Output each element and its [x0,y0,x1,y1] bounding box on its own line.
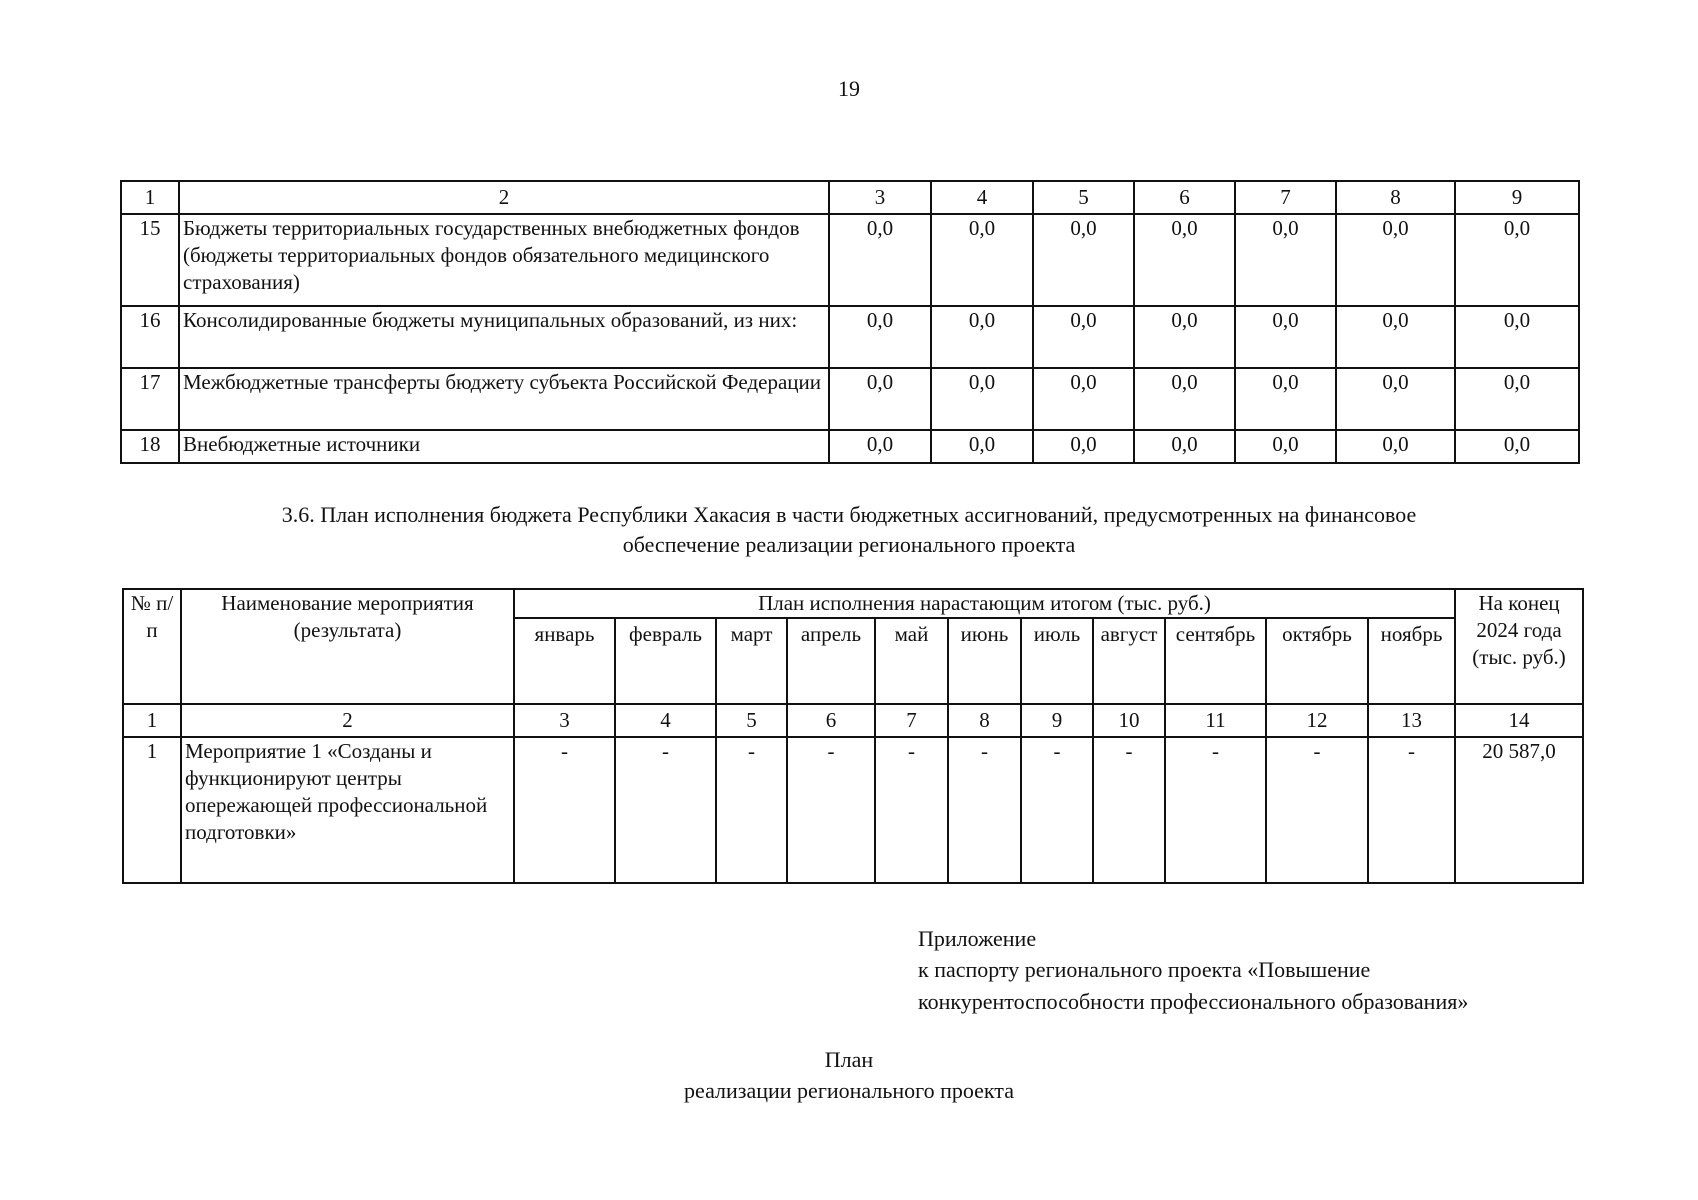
page-number: 19 [838,76,860,101]
table-row [123,737,1583,883]
row-name: Консолидированные бюджеты муниципальных образований, из них: [179,306,829,368]
header-cell: 3 [829,181,931,214]
header-end-of-year: На конец 2024 года (тыс. руб.) [1455,589,1583,704]
row-value: - [514,737,615,883]
appendix-note [918,923,1468,1017]
table-header-row [121,181,1579,214]
index-cell: 3 [514,704,615,737]
header-cell: 7 [1235,181,1336,214]
row-value: - [1266,737,1368,883]
month-header: август [1093,618,1165,704]
row-value: - [875,737,948,883]
row-value: 0,0 [931,306,1033,368]
index-cell: 11 [1165,704,1266,737]
index-cell: 9 [1021,704,1093,737]
row-value: 0,0 [931,214,1033,306]
row-value: 0,0 [1336,368,1455,430]
row-value: - [716,737,787,883]
index-cell: 10 [1093,704,1165,737]
header-cell: 1 [121,181,179,214]
budget-execution-plan-table [122,588,1584,884]
row-name: Внебюджетные источники [179,430,829,463]
row-value: 0,0 [1134,430,1235,463]
row-value: 0,0 [1455,214,1579,306]
header-name: Наименование мероприятия (результата) [181,589,514,704]
header-cell: 9 [1455,181,1579,214]
row-value: 0,0 [1455,430,1579,463]
month-header: март [716,618,787,704]
index-row [123,704,1583,737]
table-row [121,430,1579,463]
table-row [121,306,1579,368]
row-value: - [787,737,875,883]
table-row [121,368,1579,430]
month-header: ноябрь [1368,618,1455,704]
table-row [121,214,1579,306]
month-header: апрель [787,618,875,704]
index-cell: 7 [875,704,948,737]
month-header: февраль [615,618,716,704]
index-cell: 1 [123,704,181,737]
row-value: 0,0 [931,430,1033,463]
row-value: - [948,737,1021,883]
header-num: № п/п [123,589,181,704]
row-value: 0,0 [1033,306,1134,368]
row-value: 0,0 [829,214,931,306]
row-value: 0,0 [1235,214,1336,306]
index-cell: 5 [716,704,787,737]
header-cell: 2 [179,181,829,214]
section-heading-line1: 3.6. План исполнения бюджета Республики Хакасия в части бюджетных ассигнований, предусмотренных на финансовое [281,502,1417,527]
index-cell: 6 [787,704,875,737]
row-name: Мероприятие 1 «Созданы и функционируют центры опережающей профессиональной подготовки» [181,737,514,883]
row-value: 0,0 [1134,368,1235,430]
row-value: 0,0 [1455,306,1579,368]
row-value: 0,0 [1336,430,1455,463]
index-cell: 12 [1266,704,1368,737]
section-heading [120,500,1578,559]
row-value: 0,0 [1134,306,1235,368]
row-name: Межбюджетные трансферты бюджету субъекта Российской Федерации [179,368,829,430]
row-value: - [1021,737,1093,883]
row-value: - [615,737,716,883]
month-header: январь [514,618,615,704]
index-cell: 14 [1455,704,1583,737]
header-cell: 4 [931,181,1033,214]
row-value: 0,0 [1455,368,1579,430]
row-value: 0,0 [1134,214,1235,306]
plan-title-line1: План [824,1047,874,1072]
row-value: 0,0 [1336,214,1455,306]
month-header: июль [1021,618,1093,704]
index-cell: 2 [181,704,514,737]
index-cell: 8 [948,704,1021,737]
month-header: сентябрь [1165,618,1266,704]
row-value: - [1368,737,1455,883]
section-heading-line2: обеспечение реализации регионального проекта [622,531,1076,557]
index-cell: 4 [615,704,716,737]
budget-sources-table [120,180,1580,464]
row-value: 0,0 [1033,430,1134,463]
month-header: октябрь [1266,618,1368,704]
month-header: июнь [948,618,1021,704]
plan-title [0,1044,1698,1107]
row-number: 15 [121,214,179,306]
row-value: - [1165,737,1266,883]
plan-title-line2: реализации регионального проекта [684,1078,1014,1104]
row-value: 0,0 [1235,430,1336,463]
row-value: 0,0 [1033,368,1134,430]
row-value: 0,0 [829,430,931,463]
row-number: 18 [121,430,179,463]
appendix-line2: к паспорту регионального проекта «Повышение [918,957,1371,983]
row-value: 0,0 [1033,214,1134,306]
row-value: - [1093,737,1165,883]
header-cell: 8 [1336,181,1455,214]
appendix-line3: конкурентоспособности профессионального образования» [918,988,1469,1014]
header-cell: 5 [1033,181,1134,214]
appendix-line1: Приложение [918,926,1037,951]
row-value: 0,0 [1235,306,1336,368]
row-total: 20 587,0 [1455,737,1583,883]
row-number: 16 [121,306,179,368]
month-header: май [875,618,948,704]
row-value: 0,0 [1235,368,1336,430]
row-value: 0,0 [829,368,931,430]
row-value: 0,0 [1336,306,1455,368]
row-value: 0,0 [931,368,1033,430]
header-plan: План исполнения нарастающим итогом (тыс. руб.) [514,589,1455,618]
row-number: 1 [123,737,181,883]
row-number: 17 [121,368,179,430]
row-value: 0,0 [829,306,931,368]
header-cell: 6 [1134,181,1235,214]
row-name: Бюджеты территориальных государственных внебюджетных фондов (бюджеты территориальных фондов обязательного медицинского страхования) [179,214,829,306]
index-cell: 13 [1368,704,1455,737]
